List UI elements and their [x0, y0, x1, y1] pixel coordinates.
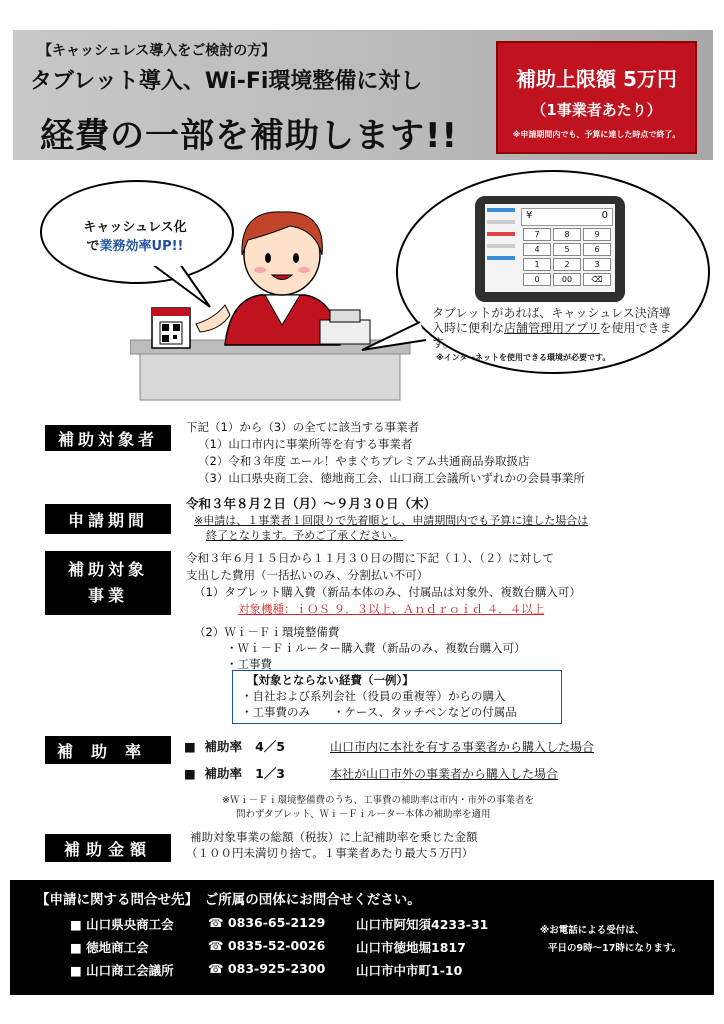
- excluded-line-1: ・自社および系列会社（役員の重複等）からの購入: [241, 689, 506, 703]
- business-line-2: 支出した費用（一括払いのみ、分割払い不可）: [186, 568, 429, 582]
- rate-row-2: ■ 補助率 1／3: [184, 766, 285, 781]
- keypad-key: 00: [553, 273, 581, 286]
- bubble-left-line2a: で: [86, 239, 100, 254]
- business-label: [45, 551, 171, 615]
- business-label-2: 事業: [87, 586, 128, 605]
- business-line-5: （2）Ｗｉ－Ｆｉ環境整備費: [194, 625, 340, 639]
- target-line-2: （2）令和３年度 エール！やまぐちプレミアム共通商品券取扱店: [198, 454, 530, 468]
- subsidy-limit-note: ※申請期間内でも、予算に達した時点で終了。: [512, 130, 681, 139]
- subsidy-limit-box: [496, 41, 697, 154]
- amount-label: 0: [601, 210, 608, 221]
- rate-row-2-name: 補助率: [204, 766, 243, 781]
- target-line-0: 下記（1）から（3）の全てに該当する事業者: [186, 420, 420, 434]
- keypad-key: 5: [553, 243, 581, 256]
- contact-3-addr: 山口市中市町1-10: [356, 963, 463, 978]
- amount-label: 補助金額: [45, 834, 171, 862]
- bubble-left-line1: キャッシュレス化: [83, 220, 187, 235]
- keypad-key: 0: [523, 273, 551, 286]
- keypad-key: 3: [583, 258, 611, 271]
- bubble-left-line2b: 業務効率UP!!: [99, 239, 184, 254]
- header-title: タブレット導入、Wi-Fi環境整備に対し: [30, 69, 423, 94]
- contact-2-name: ■ 徳地商工会: [70, 940, 149, 955]
- tablet-illustration: [475, 196, 625, 302]
- bubble-right-text-c: を使用できます。: [432, 321, 672, 350]
- rate-note-1: ※Ｗｉ－Ｆｉ環境整備費のうち、工事費の補助率は市内・市外の事業者を: [222, 795, 534, 806]
- excluded-line-2: ・工事費のみ ・ケース、タッチペンなどの付属品: [241, 705, 517, 719]
- keypad-key: 8: [553, 228, 581, 241]
- period-note-1: ※申請は、１事業者１回限りで先着順とし、申請期間内でも予算に達した場合は: [194, 514, 589, 527]
- footer-note-1: ※お電話による受付は、: [540, 925, 645, 936]
- contact-footer: [10, 880, 714, 995]
- contact-1-name: ■ 山口県央商工会: [70, 917, 174, 932]
- bubble-right-text-a: タブレットがあれば、キャッシュレス決済導入時に便利な: [432, 306, 671, 335]
- contact-2-addr: 山口市徳地堀1817: [356, 940, 466, 955]
- bubble-right-text-b: 店舗管理用アプリ: [504, 321, 600, 335]
- target-line-3: （3）山口県央商工会、徳地商工会、山口商工会議所いずれかの会員事業所: [198, 471, 585, 485]
- tablet-menu: [487, 208, 515, 288]
- rate-row-2-value: 1／3: [255, 766, 285, 781]
- footer-note-2: 平日の9時～17時になります。: [548, 943, 682, 954]
- footer-heading: 【申請に関する問合せ先】 ご所属の団体にお問合せください。: [36, 892, 421, 908]
- contact-1-tel[interactable]: ☎ 0836-65-2129: [208, 915, 326, 930]
- business-line-1: 令和３年６月１５日から１１月３０日の間に下記（１）、（２）に対して: [186, 551, 554, 565]
- internet-note: ※インターネットを使用できる環境が必要です。: [436, 353, 611, 362]
- speech-bubble-right-text: [432, 306, 682, 351]
- contact-3-name: ■ 山口商工会議所: [70, 963, 174, 978]
- keypad-key: 1: [523, 258, 551, 271]
- target-label: 補助対象者: [45, 425, 171, 451]
- business-line-4: 対象機種：ｉＯＳ ９．３以上、Ａｎｄｒｏｉｄ ４．４以上: [238, 602, 545, 616]
- keypad-key: 6: [583, 243, 611, 256]
- rate-row-1-name: 補助率: [204, 739, 243, 754]
- keypad-key: 4: [523, 243, 551, 256]
- business-line-6: ・Ｗｉ－Ｆｉルーター購入費（新品のみ、複数台購入可）: [226, 641, 526, 655]
- amount-line-1: 補助対象事業の総額（税抜）に上記補助率を乗じた金額: [190, 830, 478, 844]
- keypad-key: 7: [523, 228, 551, 241]
- tablet-screen: [485, 204, 615, 292]
- rate-row-1: ■ 補助率 4／5: [184, 739, 285, 754]
- tablet-display: [521, 208, 613, 226]
- speech-bubble-tail-right: [360, 320, 430, 360]
- excluded-title: 【対象とならない経費（一例）】: [247, 673, 414, 687]
- period-note-2: 終了となります。予めご了承ください。: [206, 529, 404, 542]
- header-main-title: 経費の一部を補助します!!: [40, 116, 459, 156]
- header-subtitle: 【キャッシュレス導入をご検討の方】: [38, 43, 276, 59]
- subsidy-limit-sub: （1事業者あたり）: [531, 101, 662, 119]
- contact-2-tel[interactable]: ☎ 0835-52-0026: [208, 938, 326, 953]
- clerk-illustration: [130, 200, 420, 405]
- contact-3-tel[interactable]: ☎ 083-925-2300: [208, 961, 326, 976]
- rate-row-1-desc: 山口市内に本社を有する事業者から購入した場合: [330, 740, 595, 754]
- period-label: 申請期間: [45, 504, 171, 534]
- business-line-7: ・工事費: [226, 657, 272, 671]
- excluded-expenses-box: [232, 670, 562, 724]
- business-line-3: （1）タブレット購入費（新品本体のみ、付属品は対象外、複数台購入可）: [194, 585, 581, 599]
- subsidy-limit-title: 補助上限額 5万円: [516, 67, 677, 91]
- target-line-1: （1）山口市内に事業所等を有する事業者: [198, 437, 413, 451]
- rate-row-2-desc: 本社が山口市外の事業者から購入した場合: [330, 767, 559, 781]
- rate-row-1-value: 4／5: [255, 739, 285, 754]
- currency-label: ¥: [526, 210, 533, 221]
- rate-note-2: 問わずタブレット、Ｗｉ－Ｆｉルーター本体の補助率を適用: [236, 809, 491, 820]
- keypad-key: 9: [583, 228, 611, 241]
- amount-line-2: （１００円未満切り捨て。１事業者あたり最大５万円）: [186, 846, 474, 860]
- contact-1-addr: 山口市阿知須4233-31: [356, 917, 489, 932]
- business-label-1: 補助対象: [67, 560, 148, 579]
- keypad-key: ⌫: [583, 273, 611, 286]
- keypad-key: 2: [553, 258, 581, 271]
- period-date: 令和３年８月２日（月）～９月３０日（木）: [186, 496, 437, 511]
- tablet-keypad: [523, 228, 611, 286]
- rate-label: 補助率: [45, 736, 171, 764]
